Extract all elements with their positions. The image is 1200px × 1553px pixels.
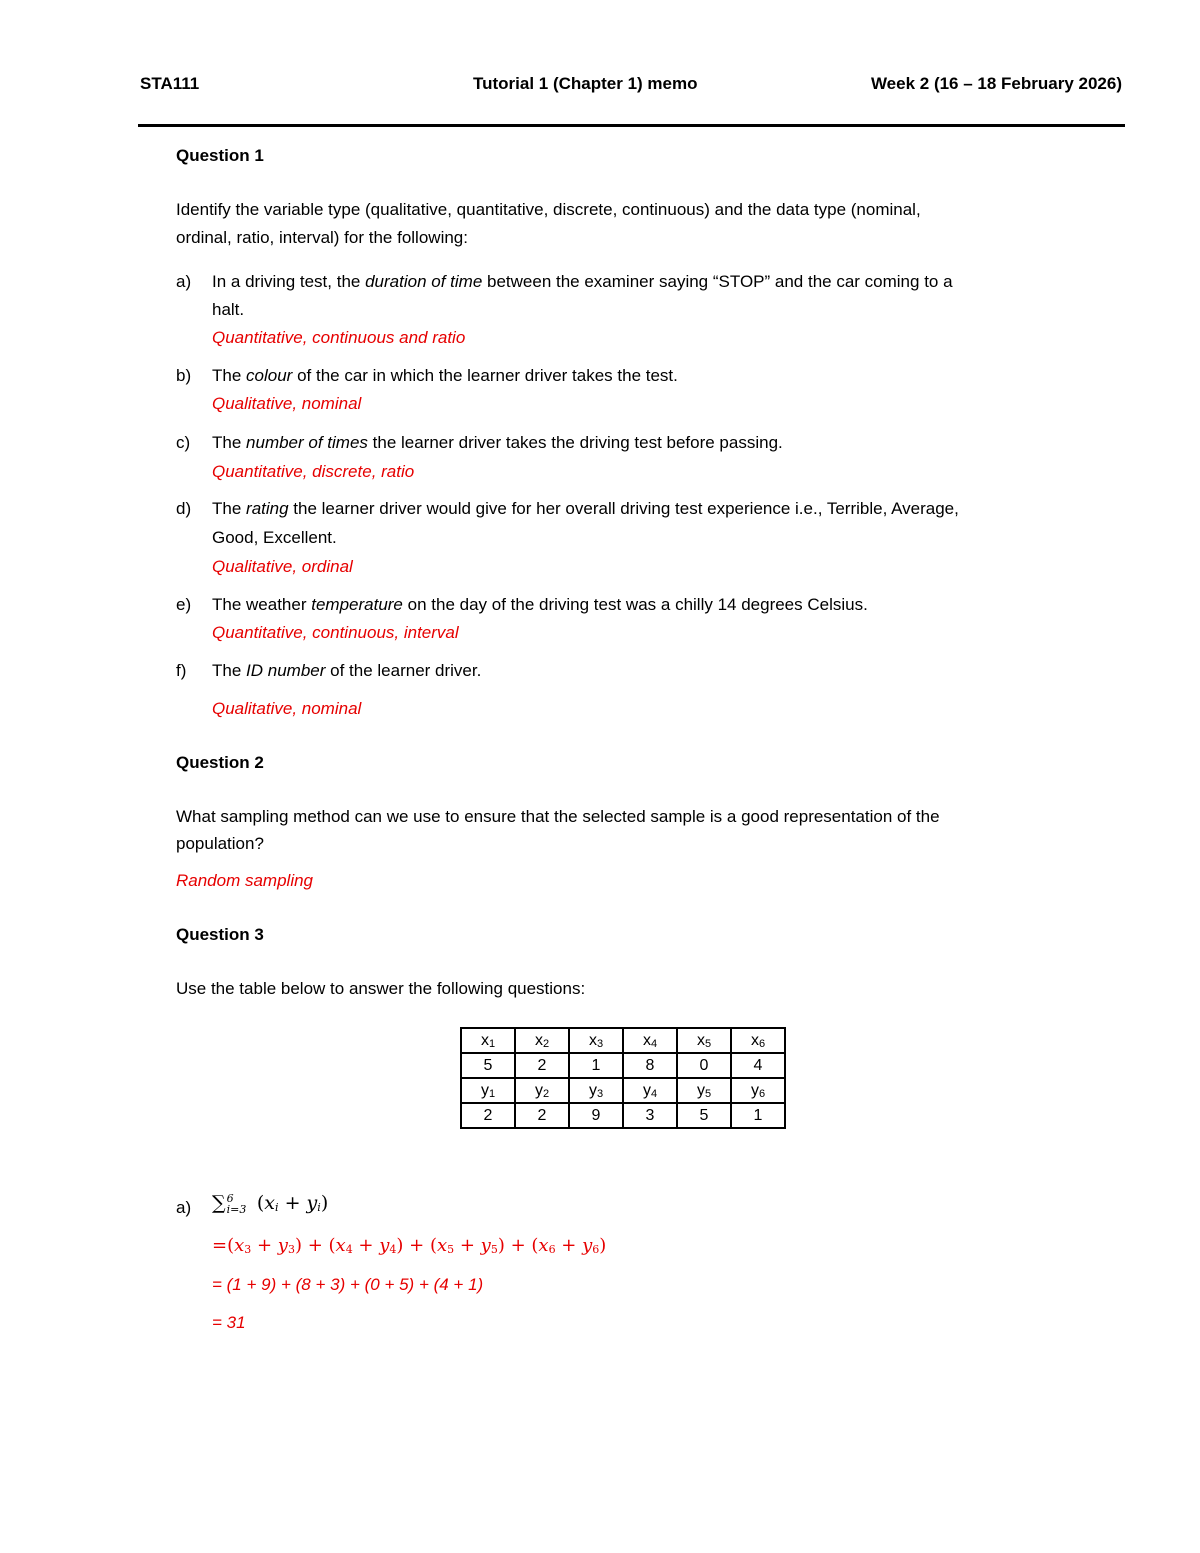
x-index: 5 [704, 1038, 712, 1050]
x-label-cell [569, 1028, 623, 1053]
item-d-text: The rating the learner driver would give for her overall driving test experience i.e., Terrible, Average, [212, 499, 959, 518]
week-dates: Week 2 (16 – 18 February 2026) [870, 74, 1122, 93]
x-label-cell [461, 1028, 515, 1053]
header-rule [138, 124, 1125, 127]
document-title: Tutorial 1 (Chapter 1) memo [473, 74, 698, 93]
x-value-cell: 0 [677, 1053, 731, 1078]
y-index: 1 [488, 1088, 496, 1100]
item-b-text: The colour of the car in which the learner driver takes the test. [212, 366, 678, 385]
x-label-cell [677, 1028, 731, 1053]
page-header [140, 74, 1122, 98]
x-labels-row [461, 1028, 785, 1053]
x-letter: x [696, 1032, 705, 1049]
question-1-intro-line1: Identify the variable type (qualitative, quantitative, discrete, continuous) and the data type (nominal, [176, 200, 921, 219]
question-3-heading: Question 3 [176, 925, 264, 944]
y-letter: y [696, 1082, 705, 1099]
y-letter: y [750, 1082, 759, 1099]
y-letter: y [480, 1082, 489, 1099]
q3-item-a-label: a) [176, 1198, 192, 1217]
question-1-intro-line2: ordinal, ratio, interval) for the following: [176, 228, 468, 247]
item-b-label: b) [176, 366, 192, 385]
question-1-heading: Question 1 [176, 146, 264, 165]
item-d-text-line2: Good, Excellent. [212, 528, 337, 547]
x-index: 6 [758, 1038, 766, 1050]
x-value-cell: 8 [623, 1053, 677, 1078]
step2-substitution: = (1 + 9) + (8 + 3) + (0 + 5) + (4 + 1) [212, 1275, 484, 1294]
item-f-label: f) [176, 661, 187, 680]
step1-expansion: $=(x_3 + y_3) + (x_4 + y_4) + (x_5 + y_5) + (x_6 + y_6)$ [212, 1235, 607, 1256]
course-code: STA111 [140, 74, 200, 93]
y-index: 2 [542, 1088, 550, 1100]
y-label-cell [461, 1078, 515, 1103]
item-f-answer: Qualitative, nominal [212, 699, 362, 718]
y-index: 6 [758, 1088, 766, 1100]
question-3-intro: Use the table below to answer the following questions: [176, 979, 586, 998]
y-letter: y [642, 1082, 651, 1099]
x-letter: x [480, 1032, 489, 1049]
x-letter: x [534, 1032, 543, 1049]
y-index: 4 [650, 1088, 658, 1100]
question-2-heading: Question 2 [176, 753, 264, 772]
x-value-cell: 2 [515, 1053, 569, 1078]
y-label-cell [569, 1078, 623, 1103]
y-index: 5 [704, 1088, 712, 1100]
item-e-answer: Quantitative, continuous, interval [212, 623, 459, 642]
y-label-cell [623, 1078, 677, 1103]
x-label-cell [731, 1028, 785, 1053]
item-c-label: c) [176, 433, 191, 452]
item-a-answer: Quantitative, continuous and ratio [212, 328, 466, 347]
item-d-answer: Qualitative, ordinal [212, 557, 353, 576]
x-letter: x [750, 1032, 759, 1049]
x-letter: x [642, 1032, 651, 1049]
x-index: 4 [650, 1038, 658, 1050]
y-value-cell: 3 [623, 1103, 677, 1128]
x-index: 1 [488, 1038, 496, 1050]
item-c-text: The number of times the learner driver takes the driving test before passing. [212, 433, 783, 452]
y-letter: y [534, 1082, 543, 1099]
x-value-cell: 5 [461, 1053, 515, 1078]
y-labels-row [461, 1078, 785, 1103]
item-a-text-line2: halt. [212, 300, 245, 319]
y-value-cell: 5 [677, 1103, 731, 1128]
step3-result: = 31 [212, 1313, 246, 1332]
item-e-label: e) [176, 595, 192, 614]
item-b-answer: Qualitative, nominal [212, 394, 362, 413]
xy-data-table [460, 1027, 786, 1129]
y-label-cell [731, 1078, 785, 1103]
x-label-cell [623, 1028, 677, 1053]
sum-lower-limit: i=3 [226, 1202, 247, 1216]
y-index: 3 [596, 1088, 604, 1100]
item-f-text: The ID number of the learner driver. [212, 661, 482, 680]
question-2-answer: Random sampling [176, 871, 314, 890]
x-label-cell [515, 1028, 569, 1053]
x-values-row [461, 1053, 785, 1078]
y-letter: y [588, 1082, 597, 1099]
y-label-cell [677, 1078, 731, 1103]
sigma-symbol: ∑ [212, 1192, 226, 1214]
y-value-cell: 9 [569, 1103, 623, 1128]
y-values-row [461, 1103, 785, 1128]
item-c-answer: Quantitative, discrete, ratio [212, 462, 415, 481]
item-d-label: d) [176, 499, 192, 518]
sum-upper-limit: 6 [226, 1191, 234, 1205]
y-value-cell: 2 [515, 1103, 569, 1128]
item-a-text: In a driving test, the duration of time between the examiner saying “STOP” and the car coming to a [212, 272, 953, 291]
y-label-cell [515, 1078, 569, 1103]
x-letter: x [588, 1032, 597, 1049]
question-2-line1: What sampling method can we use to ensure that the selected sample is a good representation of the [176, 807, 940, 826]
summation-expression: ∑ 6 i=3 $(x_i + y_i)$ [212, 1191, 329, 1216]
x-value-cell: 1 [569, 1053, 623, 1078]
question-2-line2: population? [176, 834, 264, 853]
y-value-cell: 2 [461, 1103, 515, 1128]
x-index: 3 [596, 1038, 604, 1050]
x-value-cell: 4 [731, 1053, 785, 1078]
item-a-label: a) [176, 272, 192, 291]
x-index: 2 [542, 1038, 550, 1050]
item-e-text: The weather temperature on the day of the driving test was a chilly 14 degrees Celsius. [212, 595, 868, 614]
y-value-cell: 1 [731, 1103, 785, 1128]
